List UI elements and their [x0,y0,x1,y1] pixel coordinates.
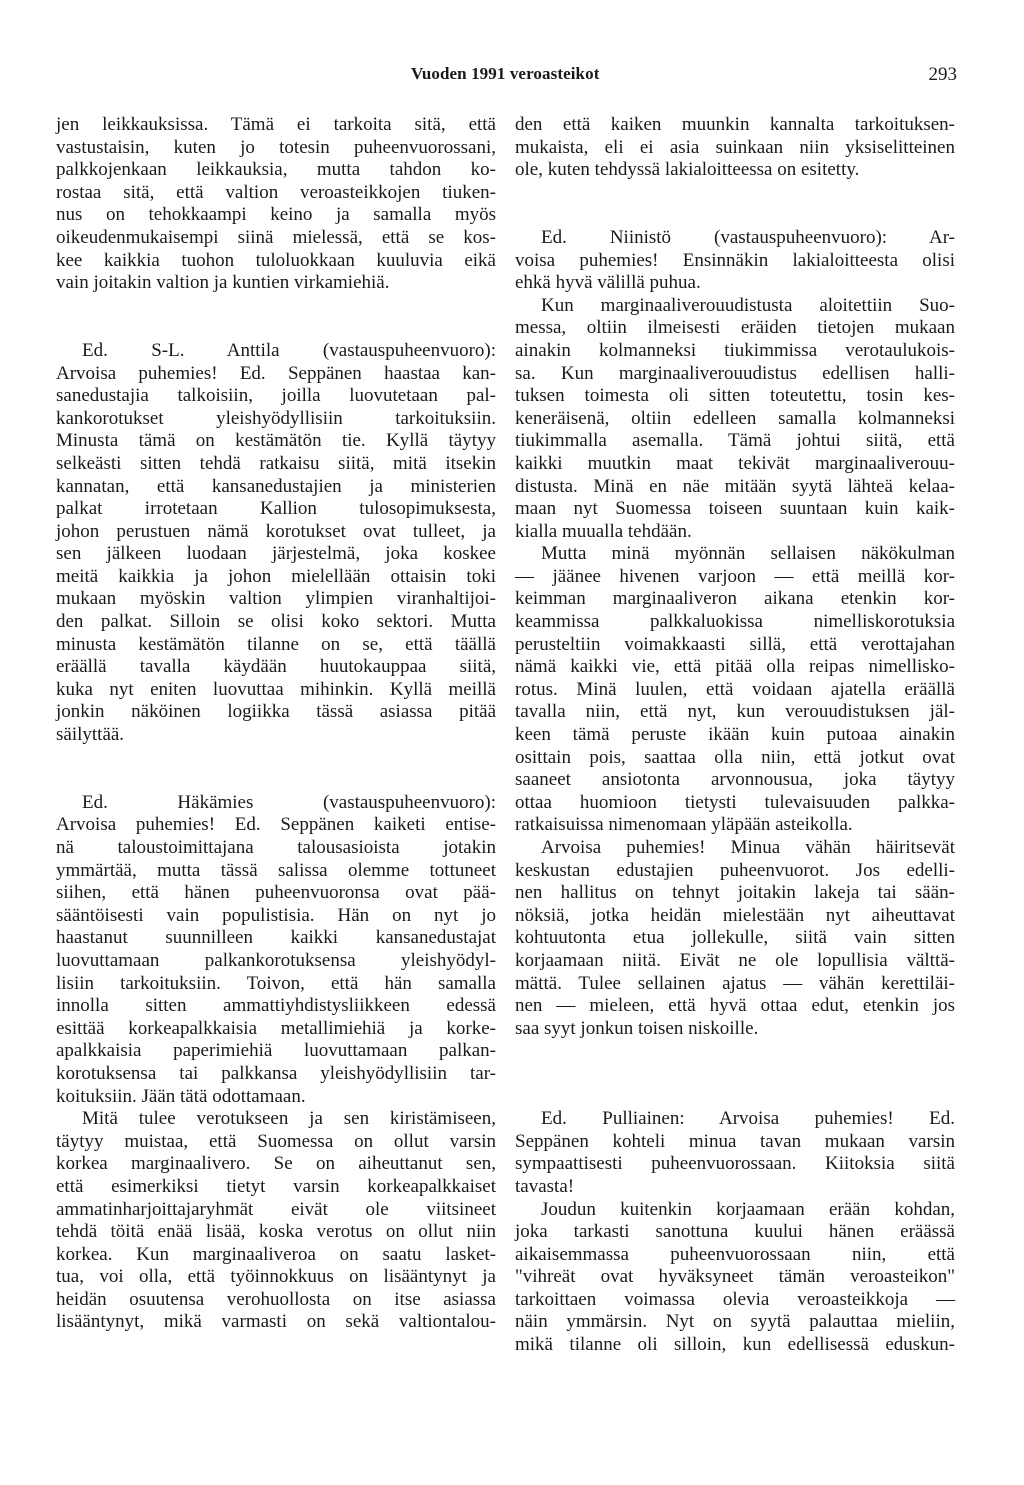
text-line: rotus. Minä luulen, että voidaan ajatella eräällä [515,678,955,700]
text-line: apalkkaisia paperimiehiä luovuttamaan palkan- [56,1040,496,1062]
text-line: nus on tehokkaampi keino ja samalla myös [56,204,496,226]
text-line: mättä. Tulee sellainen ajatus — vähän kerettiläi- [515,972,955,994]
page-number: 293 [928,64,957,85]
text-line: saaneet ansiotonta arvonnousua, joka täytyy [515,769,955,791]
text-line: kohtuutonta etua jollekulle, siitä vain sitten [515,927,955,949]
text-line: keen tämä peruste ikään kuin putoaa ainakin [515,724,955,746]
text-line: nöksiä, jotka heidän mielestään nyt aiheuttavat [515,904,955,926]
text-line: keskustan edustajien puheenvuorot. Jos edelli- [515,859,955,881]
text-line: voisa puhemies! Ensinnäkin lakialoitteesta olisi [515,249,955,271]
text-line: Arvoisa puhemies! Ed. Seppänen haastaa kan- [56,362,496,384]
text-line: nä taloustoimittajana talousasioista jotakin [56,837,496,858]
text-line: selkeästi sitten tehdä ratkaisu siitä, mitä itsekin [56,452,496,474]
text-line: tiukimmalla asemalla. Tämä johtui siitä, että [515,430,955,452]
text-line: Joudun kuitenkin korjaamaan erään kohdan, [541,1198,955,1220]
text-line: luovuttamaan palkankorotuksensa yleishyödyl- [56,949,496,971]
text-line: Ed. Niinistö (vastauspuheenvuoro): Ar- [541,226,955,248]
text-line: "vihreät ovat hyväksyneet tämän veroasteikon" [515,1266,955,1288]
text-line: siihen, että hänen puheenvuoronsa ovat pää- [56,882,496,904]
paragraph-gap [56,769,496,792]
text-line: vain joitakin valtion ja kuntien virkamiehiä. [56,272,390,294]
text-line: saa syyt jonkun toisen niskoille. [515,1017,759,1039]
text-line: rostaa sitä, että valtion veroasteikkojen tiuken- [56,181,496,203]
text-line: Ed. Häkämies (vastauspuheenvuoro): [82,791,496,813]
text-line: Kun marginaaliverouudistusta aloitettiin Suo- [541,294,955,316]
text-line: tavasta! [515,1175,575,1197]
text-line: eräällä tavalla käydään huutokauppaa siitä, [56,656,496,678]
text-line: ottaa huomioon tietysti tulevaisuuden palkka- [515,791,955,813]
text-line: tuksen toimesta oli sitten toteutettu, tosin kes- [515,385,955,407]
paragraph-gap [56,747,496,770]
text-line: säilyttää. [56,724,125,746]
text-line: keammissa palkkaluokissa nimelliskorotuksia [515,611,955,633]
text-line: Seppänen kohteli minua tavan mukaan varsin [515,1130,955,1152]
paragraph-gap [515,204,955,227]
text-line: — jäänee hivenen varjoon — että meillä kor- [515,565,955,587]
paragraph-gap [515,1086,955,1109]
text-line: korkea. Kun marginaaliveroa on saatu lasket- [56,1243,496,1265]
text-line: ratkaisuissa nimenomaan yläpään asteikolla. [515,814,853,836]
text-line: tarkoittaen voimassa olevia veroasteikkoja — [515,1288,955,1310]
text-line: ainakin kolmanneksi tiukimmissa verotaulukois- [515,339,955,361]
text-line: ymmärtää, mutta tässä salissa olemme tottuneet [56,859,496,881]
text-line: keneräisenä, oltiin edelleen samalla kolmanneksi [515,407,955,429]
text-line: osittain pois, saattaa olla niin, että jotkut ovat [515,746,955,768]
text-line: korkea marginaalivero. Se on aiheuttanut sen, [56,1153,496,1175]
text-line: kuka nyt eniten luovuttaa mihinkin. Kyllä meillä [56,678,496,700]
text-line: messa, oltiin ilmeisesti eräiden tietojen mukaan [515,317,955,339]
text-line: esittää korkeapalkkaisia metallimiehiä ja korke- [56,1017,496,1039]
text-line: näin ymmärsin. Nyt on syytä palauttaa mieliin, [515,1311,955,1333]
text-line: nen — mieleen, että hyvä ottaa edut, etenkin jos [515,995,955,1017]
text-line: palkkojenkaan leikkauksia, mutta tahdon ko- [56,159,496,181]
running-title: Vuoden 1991 veroasteikot [411,64,600,83]
text-line: sympaattisesti puheenvuorossaan. Kiitoksia siitä [515,1153,955,1175]
text-line: lisääntynyt, mikä varmasti on sekä valtiontalou- [56,1311,496,1333]
text-line: innolla sitten ammattiyhdistysliikkeen edessä [56,995,496,1017]
paragraph-gap [56,295,496,318]
paragraph-gap [515,182,955,205]
right-column [515,114,955,1357]
text-line: keimman marginaaliveron aikana etenkin kor- [515,588,955,610]
text-line: kaikki muutkin maat tekivät marginaaliverouu- [515,452,955,474]
text-line: korjaamaan niitä. Eivät ne ole lopullisia välttä- [515,949,955,971]
paragraph-gap [56,317,496,340]
text-line: sa. Kun marginaaliverouudistus edellisen halli- [515,362,955,384]
text-line: nen hallitus on tehnyt joitakin lakeja tai sään- [515,882,955,904]
text-line: den että kaiken muunkin kannalta tarkoituksen- [515,114,955,135]
text-line: koituksiin. Jään tätä odottamaan. [56,1085,306,1107]
text-line: nämä kaikki vie, että pitää olla reipas nimellisko- [515,656,955,678]
text-line: että esimerkiksi tietyt varsin korkeapalkkaiset [56,1175,496,1197]
text-line: Mitä tulee verotukseen ja sen kiristämiseen, [82,1108,496,1130]
text-line: Arvoisa puhemies! Ed. Seppänen kaiketi entise- [56,814,496,836]
text-line: Ed. S-L. Anttila (vastauspuheenvuoro): [82,339,496,361]
text-line: tehdä töitä enää lisää, koska verotus on ollut niin [56,1221,496,1243]
text-line: mukaista, eli ei asia suinkaan niin yksiselitteinen [515,136,955,158]
text-line: ammatinharjoittajaryhmät eivät ole viitsineet [56,1198,496,1220]
text-line: ehkä hyvä välillä puhua. [515,272,701,294]
text-line: Minusta tämä on kestämätön tie. Kyllä täytyy [56,430,496,452]
text-line: maan nyt Suomessa toiseen suuntaan kuin kaik- [515,498,955,520]
text-line: lisiin tarkoituksiin. Toivon, että hän samalla [56,972,496,994]
text-line: ole, kuten tehdyssä lakialoitteessa on esitetty. [515,159,860,181]
text-line: oikeudenmukaisempi siinä mielessä, että se kos- [56,226,496,248]
text-line: jonkin näköinen logiikka tässä asiassa pitää [56,701,496,723]
text-line: kialla muualla tehdään. [515,520,692,542]
text-line: haastanut suunnilleen kaikki kansanedustajat [56,927,496,949]
text-line: Mutta minä myönnän sellaisen näkökulman [541,543,955,565]
text-line: sanedustajia talkoisiin, joilla luovutetaan pal- [56,385,496,407]
text-line: palkat irrotetaan Kallion tulosopimuksesta, [56,498,496,520]
left-column [56,114,496,1334]
text-line: jen leikkauksissa. Tämä ei tarkoita sitä, että [56,114,496,135]
page-header [0,64,1024,88]
paragraph-gap [515,1063,955,1086]
text-line: mikä tilanne oli silloin, kun edellisessä eduskun- [515,1334,955,1356]
text-line: kankorotukset yleishyödyllisiin tarkoituksiin. [56,407,496,429]
paragraph-gap [515,1040,955,1063]
text-line: kannatan, että kansanedustajien ja ministerien [56,475,496,497]
text-line: tavalla niin, että nyt, kun verouudistuksen jäl- [515,701,955,723]
text-line: mukaan myöskin valtion ylimpien viranhaltijoi- [56,588,496,610]
text-line: minusta kestämätön tilanne on se, että täällä [56,633,496,655]
text-line: kee kaikkia tuohon tuloluokkaan kuuluvia eikä [56,249,496,271]
text-line: meitä kaikkia ja johon mielellään ottaisin toki [56,565,496,587]
text-line: tua, voi olla, että työinnokkuus on lisääntynyt ja [56,1266,496,1288]
text-line: johon perustuen nämä korotukset ovat tulleet, ja [56,520,496,542]
text-line: sääntöisesti vain populistisia. Hän on nyt jo [56,904,496,926]
text-line: perusteltiin voimakkaasti sillä, että verottajahan [515,633,955,655]
text-line: Ed. Pulliainen: Arvoisa puhemies! Ed. [541,1108,955,1130]
text-line: täytyy muistaa, että Suomessa on ollut varsin [56,1130,496,1152]
text-line: den palkat. Silloin se olisi koko sektori. Mutta [56,611,496,633]
text-line: joka tarkasti sanottuna kuului hänen eräässä [515,1221,955,1243]
text-line: heidän osuutensa verohuollosta on itse asiassa [56,1288,496,1310]
text-line: Arvoisa puhemies! Minua vähän häiritsevät [541,837,955,858]
text-line: vastustaisin, kuten jo totesin puheenvuorossani, [56,136,496,158]
text-line: korotuksensa tai palkkansa yleishyödyllisiin tar- [56,1062,496,1084]
text-line: sen jälkeen luodaan järjestelmä, joka koskee [56,543,496,565]
text-line: aikaisemmassa puheenvuorossaan niin, että [515,1243,955,1265]
text-line: distusta. Minä en näe mitään syytä lähteä kelaa- [515,475,955,497]
